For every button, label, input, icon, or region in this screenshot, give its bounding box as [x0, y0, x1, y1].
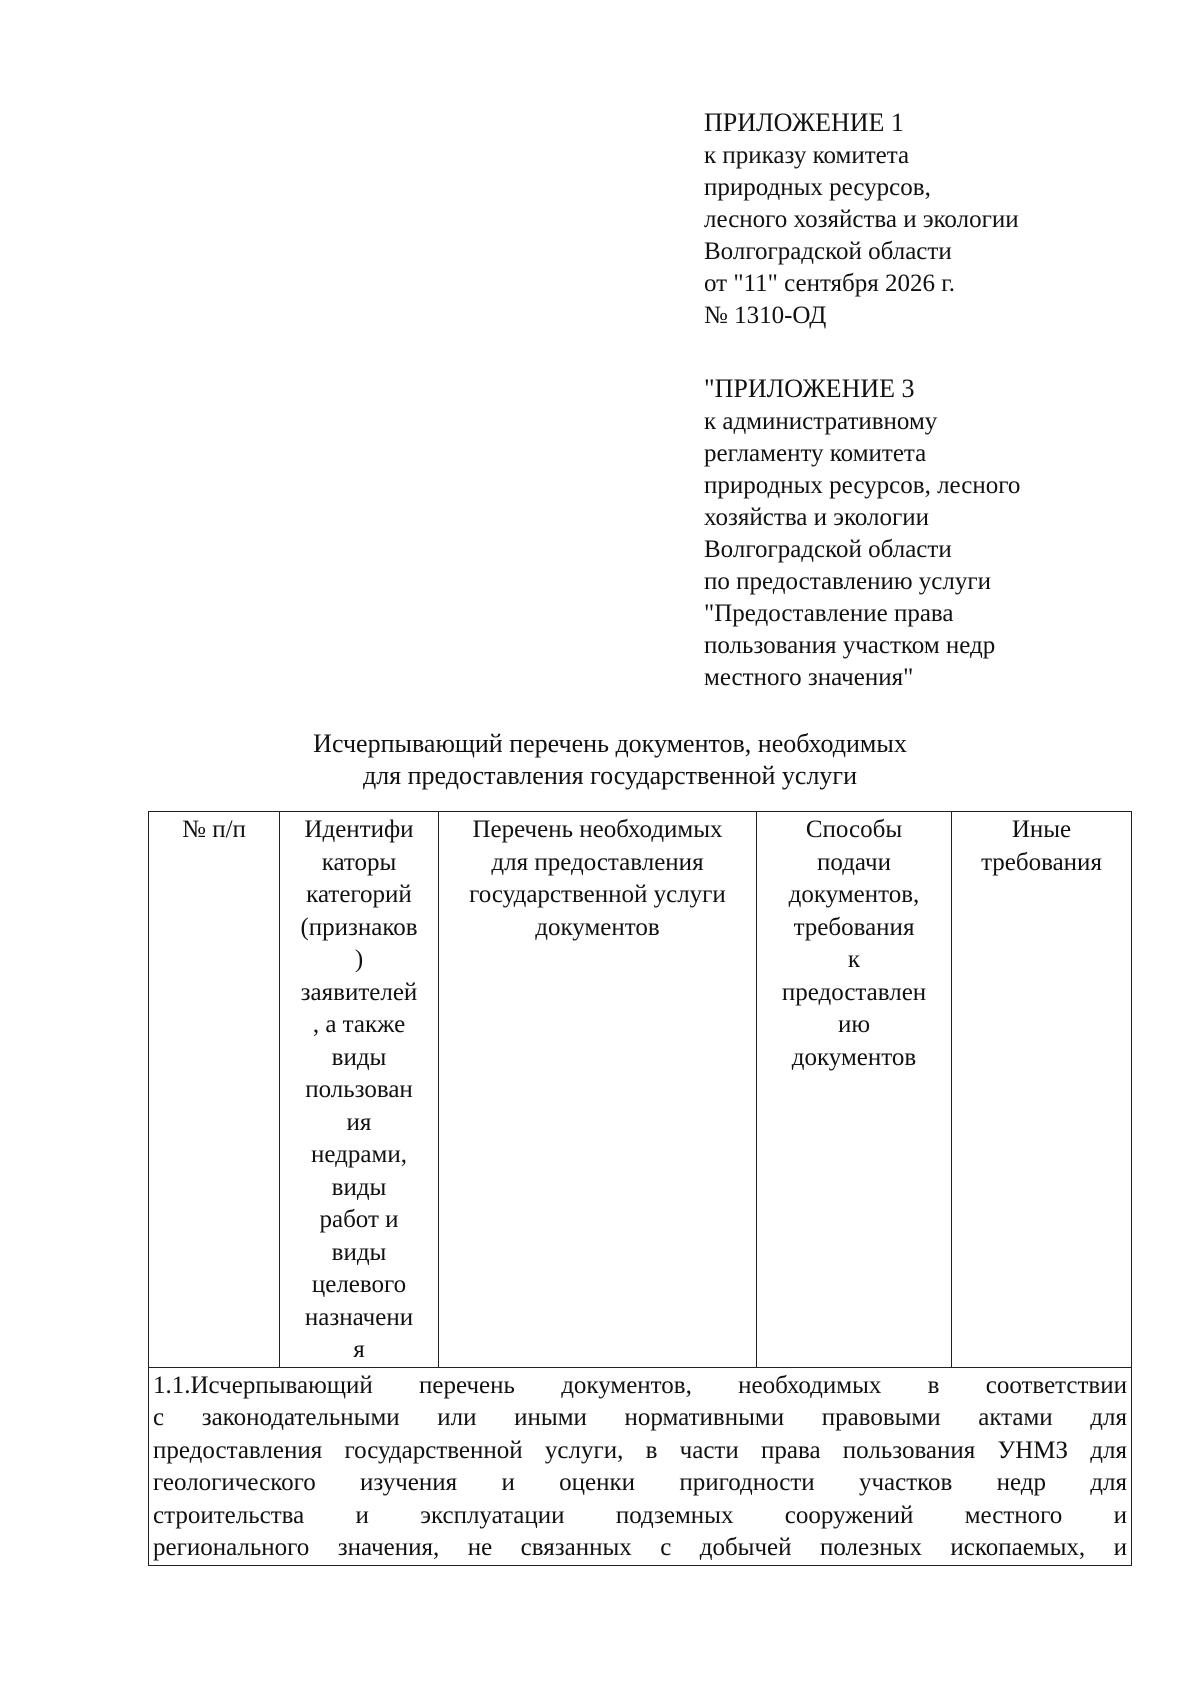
section-line: с законодательными или иными нормативными правовыми актами для: [153, 1404, 1127, 1431]
header-line: недрами,: [311, 1141, 407, 1168]
header-line: к: [847, 946, 861, 973]
header-line: (признаков: [300, 913, 418, 941]
attachment-3-line: хозяйства и экологии: [704, 504, 930, 531]
header-line: государственной услуги: [469, 881, 726, 908]
header-line: требования: [793, 913, 915, 941]
document-title: [0, 728, 1200, 792]
header-line: назначени: [304, 1303, 414, 1331]
header-line: ию: [837, 1011, 871, 1038]
table-row: [149, 1367, 1132, 1565]
header-line: работ и: [319, 1206, 399, 1233]
attachment-1-heading: ПРИЛОЖЕНИЕ 1: [704, 108, 904, 137]
header-line: подачи: [817, 848, 891, 876]
header-line: пользован: [305, 1076, 413, 1103]
header-cell-other-requirements: [952, 812, 1132, 1368]
section-line: регионального значения, не связанных с добычей полезных ископаемых, и: [153, 1534, 1127, 1561]
header-line: Идентифи: [304, 816, 414, 843]
header-line: виды: [331, 1238, 387, 1266]
section-line: строительства и эксплуатации подземных сооружений местного и: [153, 1501, 1127, 1529]
header-line: , а также: [312, 1011, 406, 1038]
documents-table: [148, 811, 1132, 1566]
header-cell-submission-methods: [757, 812, 952, 1368]
header-line: ): [354, 946, 364, 973]
section-line: геологического изучения и оценки пригодности участков недр для: [153, 1469, 1127, 1496]
document-title-line: Исчерпывающий перечень документов, необходимых: [313, 729, 907, 758]
attachment-3-line: Волгоградской области: [704, 536, 952, 563]
header-line: № п/п: [182, 816, 246, 843]
attachment-3-line: местного значения": [704, 664, 914, 691]
header-line: целевого: [311, 1271, 407, 1298]
attachment-1-line: лесного хозяйства и экологии: [704, 206, 1019, 233]
header-line: документов: [535, 913, 660, 941]
attachment-1-line: природных ресурсов,: [704, 174, 931, 201]
document-title-line: для предоставления государственной услуги: [362, 761, 858, 790]
header-cell-documents-list: [439, 812, 757, 1368]
attachment-1-line: № 1310-ОД: [704, 302, 827, 329]
header-line: категорий: [306, 881, 412, 908]
attachment-1-line: от "11" сентября 2026 г.: [704, 270, 955, 297]
section-line: 1.1.Исчерпывающий перечень документов, необходимых в соответствии: [153, 1371, 1127, 1399]
header-line: каторы: [321, 848, 397, 876]
header-line: я: [353, 1336, 365, 1363]
table-header-row: [149, 812, 1132, 1368]
attachment-1-line: Волгоградской области: [704, 238, 952, 265]
attachment-3-line: пользования участком недр: [704, 632, 996, 659]
header-line: заявителей: [300, 978, 418, 1006]
attachment-3-block: [704, 372, 1020, 694]
attachment-1-line: к приказу комитета: [704, 142, 910, 169]
header-line: Способы: [805, 816, 903, 843]
header-line: Иные: [1011, 816, 1072, 843]
attachment-3-line: регламенту комитета: [704, 440, 927, 467]
header-line: виды: [331, 1043, 387, 1071]
header-line: документов: [791, 1043, 917, 1071]
header-cell-number: [149, 812, 280, 1368]
attachment-3-line: по предоставлению услуги: [704, 568, 991, 595]
attachment-1-block: [704, 106, 1019, 332]
header-line: ия: [346, 1108, 372, 1136]
attachment-3-line: "Предоставление права: [704, 600, 954, 627]
section-1-1-cell: [149, 1367, 1132, 1565]
attachment-3-line: к административному: [704, 408, 938, 435]
section-line: предоставления государственной услуги, в части права пользования УНМЗ для: [153, 1436, 1127, 1464]
attachment-3-heading: "ПРИЛОЖЕНИЕ 3: [704, 374, 915, 403]
attachment-3-line: природных ресурсов, лесного: [704, 472, 1021, 499]
header-line: предоставлен: [781, 978, 927, 1006]
header-line: требования: [981, 848, 1102, 876]
header-line: Перечень необходимых: [472, 816, 723, 843]
header-line: для предоставления: [491, 848, 704, 876]
header-line: документов,: [788, 881, 920, 908]
header-cell-identifiers: [280, 812, 439, 1368]
header-line: виды: [331, 1173, 387, 1201]
